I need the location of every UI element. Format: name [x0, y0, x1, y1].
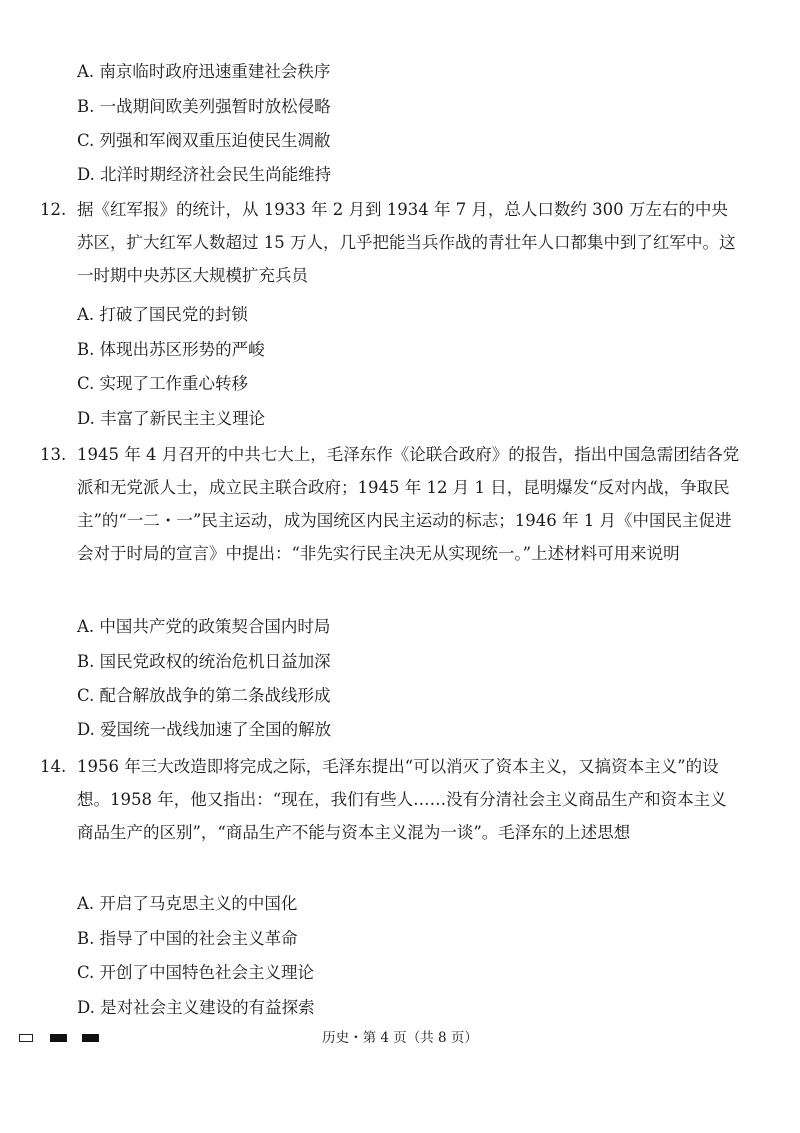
q12-option-c: C. 实现了工作重心转移 [77, 374, 249, 393]
q11-option-a: A. 南京临时政府迅速重建社会秩序 [77, 62, 331, 81]
q12-option-b: B. 体现出苏区形势的严峻 [77, 340, 265, 359]
question-stem: 据《红军报》的统计，从 1933 年 2 月到 1934 年 7 月，总人口数约 300 万左右的中央苏区，扩大红军人数超过 15 万人，几乎把能当兵作战的青壮年人口都集中到了红军中。这一时期中央苏区大规模扩充兵员 [77, 200, 736, 285]
question-13 [40, 438, 740, 608]
page-footer [0, 1026, 800, 1050]
q11-option-b: B. 一战期间欧美列强暂时放松侵略 [77, 97, 331, 116]
q13-option-b: B. 国民党政权的统治危机日益加深 [77, 652, 331, 671]
q14-option-b: B. 指导了中国的社会主义革命 [77, 929, 298, 948]
question-number: 13. [40, 445, 67, 464]
page-number: 历史・第 4 页（共 8 页） [322, 1030, 478, 1046]
q13-option-a: A. 中国共产党的政策契合国内时局 [77, 617, 331, 636]
q13-option-c: C. 配合解放战争的第二条战线形成 [77, 686, 331, 705]
q13-option-d: D. 爱国统一战线加速了全国的解放 [77, 720, 332, 739]
q14-option-d: D. 是对社会主义建设的有益探索 [77, 998, 315, 1017]
question-stem: 1956 年三大改造即将完成之际，毛泽东提出“可以消灭了资本主义，又搞资本主义”的设想。1958 年，他又指出：“现在，我们有些人……没有分清社会主义商品生产和资本主义商品生产的区别”，“商品生产不能与资本主义混为一谈”。毛泽东的上述思想 [77, 757, 727, 842]
q12-option-d: D. 丰富了新民主主义理论 [77, 409, 266, 428]
q12-option-a: A. 打破了国民党的封锁 [77, 305, 248, 324]
q14-option-a: A. 开启了马克思主义的中国化 [77, 894, 298, 913]
question-number: 14. [40, 757, 67, 776]
question-stem: 1945 年 4 月召开的中共七大上，毛泽东作《论联合政府》的报告，指出中国急需团结各党派和无党派人士，成立民主联合政府；1945 年 12 月 1 日，昆明爆发“反对内战，争取民主”的“一二・一”民主运动，成为国统区内民主运动的标志；1946 年 1 月《中国民主促进会对于时局的宣言》中提出：“非先实行民主决无从实现统一。”上述材料可用来说明 [77, 445, 740, 563]
q11-option-d: D. 北洋时期经济社会民生尚能维持 [77, 165, 332, 184]
q14-option-c: C. 开创了中国特色社会主义理论 [77, 963, 315, 982]
q11-option-c: C. 列强和军阀双重压迫使民生凋敝 [77, 131, 331, 150]
question-14 [40, 750, 740, 886]
question-number: 12. [40, 200, 67, 219]
question-12 [40, 193, 740, 297]
